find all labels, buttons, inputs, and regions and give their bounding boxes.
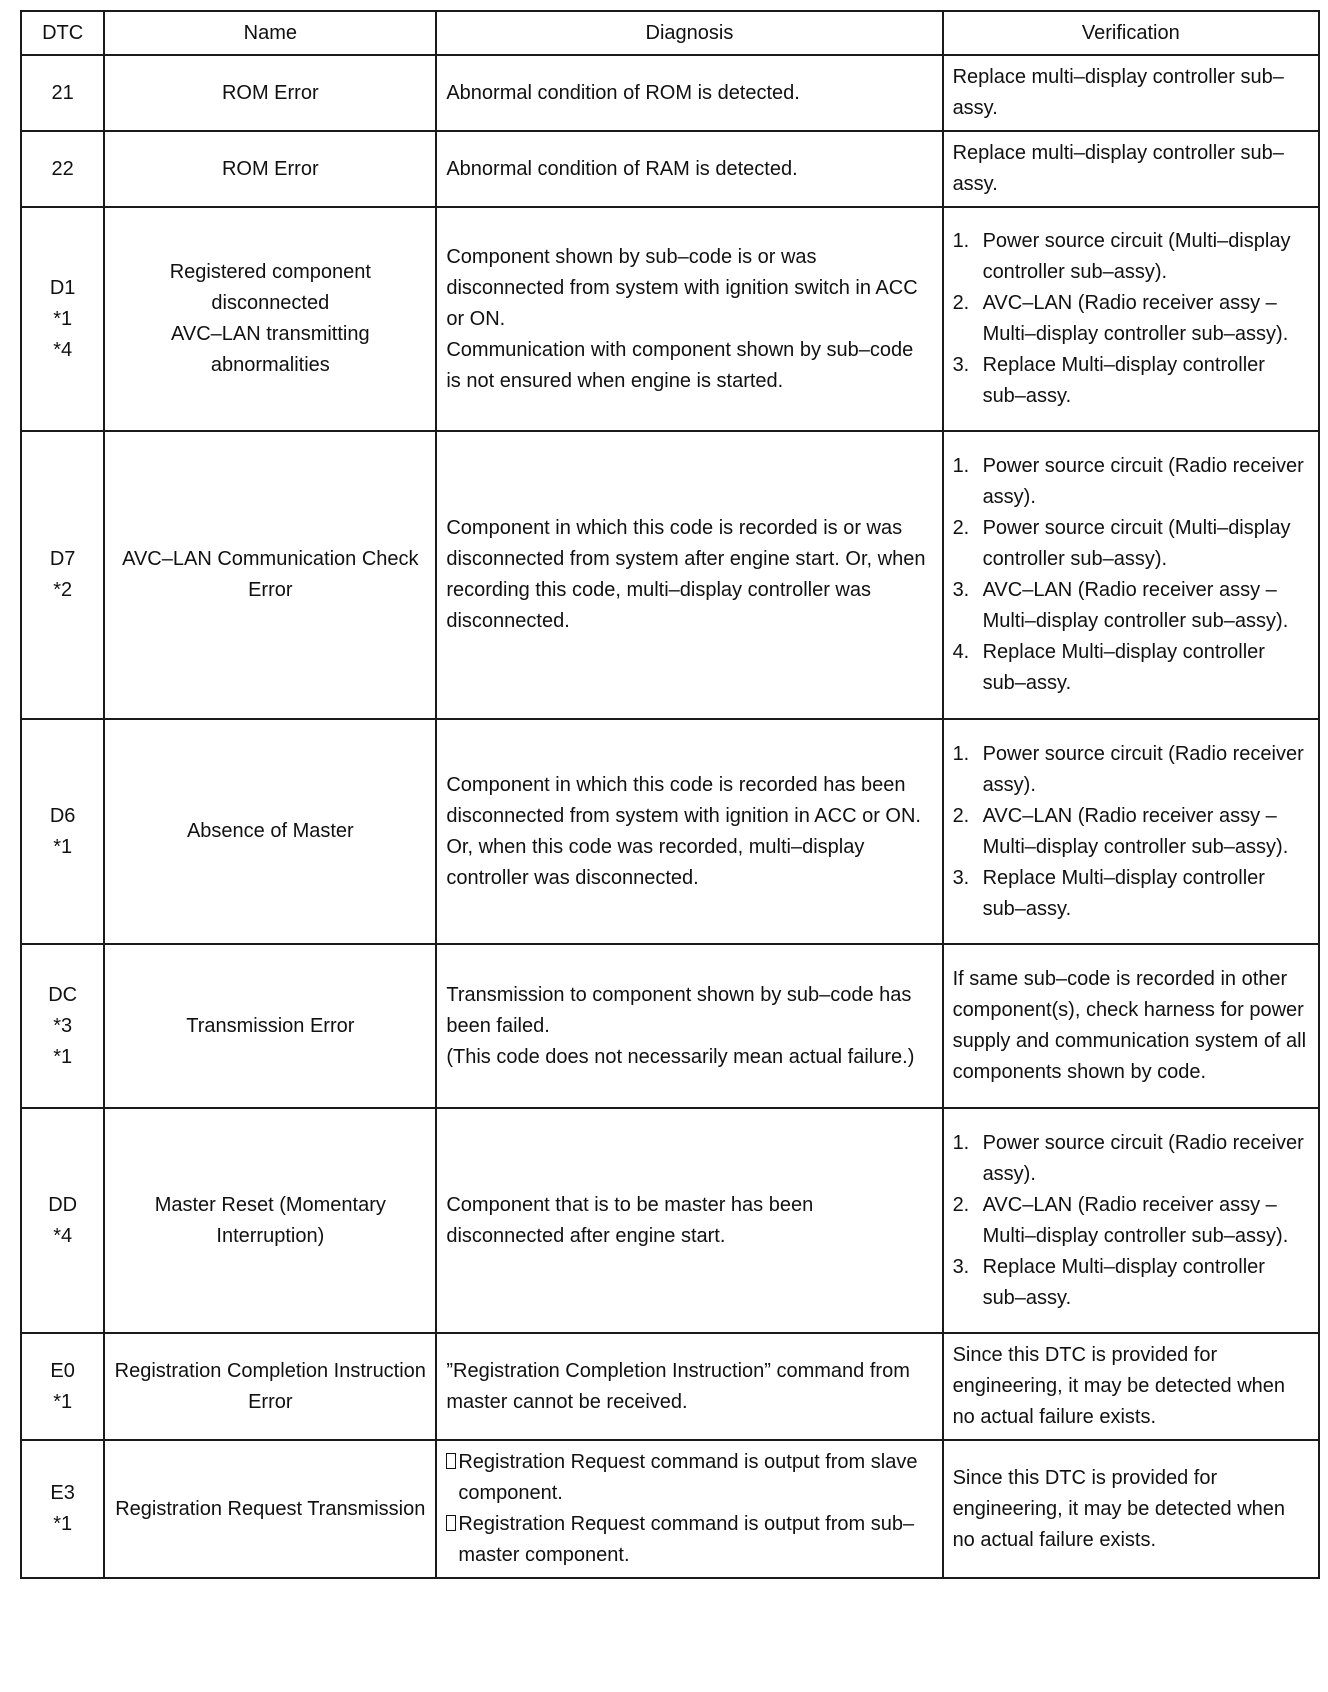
verification-step: [953, 575, 1309, 637]
diagnosis-text: Component that is to be master has been disconnected after engine start.: [446, 1193, 814, 1247]
verification-cell: [943, 719, 1319, 944]
step-text: Power source circuit (Multi–display controller sub–assy).: [982, 517, 1291, 570]
verification-step: [953, 863, 1309, 925]
diagnosis-text: Abnormal condition of RAM is detected.: [446, 157, 798, 180]
step-text: Power source circuit (Radio receiver assy).: [982, 742, 1304, 796]
table-row: [21, 131, 1319, 207]
diagnosis-text: Transmission to component shown by sub–code has been failed.: [446, 983, 912, 1037]
verification-cell: [943, 1440, 1319, 1578]
dtc-cell: [21, 1333, 104, 1440]
verification-step: [953, 1128, 1309, 1190]
verification-cell: [943, 207, 1319, 431]
verification-cell: [943, 944, 1319, 1108]
verification-text: If same sub–code is recorded in other component(s), check harness for power supply and communication system of all components shown by code.: [952, 968, 1307, 1083]
step-number: 3.: [952, 354, 970, 376]
verification-cell: [943, 431, 1319, 719]
verification-cell: [943, 1333, 1319, 1440]
diagnosis-cell: [436, 131, 942, 207]
verification-step: [953, 350, 1309, 412]
step-text: AVC–LAN (Radio receiver assy – Multi–display controller sub–assy).: [982, 579, 1289, 632]
step-number: 1.: [952, 1131, 970, 1154]
dtc-code: *1: [53, 1045, 73, 1068]
table-row: [21, 1333, 1319, 1440]
name-cell: [104, 719, 436, 944]
name-text: ROM Error: [221, 157, 319, 180]
diagnosis-cell: [436, 55, 942, 131]
diagnosis-text: Component shown by sub–code is or was disconnected from system with ignition switch in ACC or ON.: [446, 245, 918, 330]
diagnosis-cell: [436, 207, 942, 431]
verification-cell: [943, 1108, 1319, 1333]
verification-step: [953, 1190, 1309, 1252]
step-number: 1.: [952, 455, 970, 477]
verification-cell: [943, 131, 1319, 207]
verification-step: [953, 226, 1309, 288]
step-number: 2.: [952, 1193, 970, 1216]
dtc-code: D1: [49, 276, 76, 299]
step-number: 2.: [952, 804, 970, 827]
diagnosis-bullet: [446, 1509, 932, 1571]
step-text: AVC–LAN (Radio receiver assy – Multi–display controller sub–assy).: [982, 292, 1289, 345]
table-row: [21, 207, 1319, 431]
dtc-code: *2: [53, 579, 73, 601]
dtc-code: *4: [53, 1224, 73, 1247]
name-text: ROM Error: [221, 81, 319, 104]
verification-text: Replace multi–display controller sub–assy.: [952, 142, 1284, 195]
step-text: Power source circuit (Multi–display controller sub–assy).: [982, 230, 1291, 283]
dtc-cell: [21, 719, 104, 944]
table-row: [21, 431, 1319, 719]
dtc-code: *1: [53, 1390, 73, 1413]
dtc-cell: [21, 1108, 104, 1333]
name-cell: [104, 55, 436, 131]
name-cell: [104, 1108, 436, 1333]
dtc-code: E3: [50, 1482, 75, 1504]
name-text: AVC–LAN Communication Check Error: [122, 548, 419, 601]
name-cell: [104, 944, 436, 1108]
diagnosis-text: ”Registration Completion Instruction” command from master cannot be received.: [446, 1359, 910, 1413]
dtc-cell: [21, 1440, 104, 1578]
verification-steps: [953, 226, 1309, 412]
step-number: 3.: [952, 866, 970, 889]
name-text: Registration Request Transmission: [115, 1497, 426, 1520]
step-number: 2.: [952, 292, 970, 314]
dtc-code: D6: [49, 804, 76, 827]
diagnosis-text: Component in which this code is recorded has been disconnected from system with ignition in ACC or ON. Or, when this code was recorded, multi–display controller was disconnected.: [446, 773, 921, 889]
verification-text: Since this DTC is provided for engineering, it may be detected when no actual failure exists.: [952, 1344, 1286, 1428]
table-body: [21, 55, 1319, 1578]
diagnosis-bullet: [446, 1447, 932, 1509]
step-text: Power source circuit (Radio receiver assy).: [982, 1131, 1304, 1185]
step-number: 3.: [952, 579, 970, 601]
diagnosis-cell: [436, 719, 942, 944]
header-dtc: DTC: [21, 11, 104, 55]
step-text: AVC–LAN (Radio receiver assy – Multi–display controller sub–assy).: [982, 804, 1289, 858]
name-text: Registration Completion Instruction Error: [114, 1359, 426, 1413]
step-text: Power source circuit (Radio receiver assy).: [982, 455, 1304, 508]
dtc-code: DC: [48, 983, 78, 1006]
step-text: Replace Multi–display controller sub–assy.: [982, 641, 1265, 694]
checkbox-icon: [446, 1453, 456, 1469]
dtc-code: *4: [53, 338, 73, 361]
name-cell: [104, 431, 436, 719]
name-cell: [104, 1440, 436, 1578]
dtc-code: 21: [51, 81, 74, 104]
step-number: 1.: [952, 230, 970, 252]
step-number: 4.: [952, 641, 970, 663]
verification-step: [953, 637, 1309, 699]
table-row: [21, 1440, 1319, 1578]
diagnosis-bullet-text: Registration Request command is output from sub–master component.: [458, 1513, 915, 1566]
dtc-code: DD: [48, 1193, 78, 1216]
verification-steps: [953, 739, 1309, 925]
name-text: Transmission Error: [186, 1014, 355, 1037]
verification-text: Since this DTC is provided for engineering, it may be detected when no actual failure exists.: [952, 1466, 1286, 1551]
dtc-code: E0: [50, 1359, 75, 1382]
diagnosis-cell: [436, 1440, 942, 1578]
header-verification: Verification: [943, 11, 1319, 55]
dtc-cell: [21, 944, 104, 1108]
step-number: 2.: [952, 517, 970, 539]
verification-steps: [953, 451, 1309, 699]
diagnosis-cell: [436, 1333, 942, 1440]
step-number: 1.: [952, 742, 970, 765]
diagnosis-cell: [436, 944, 942, 1108]
dtc-cell: [21, 55, 104, 131]
name-text: AVC–LAN transmitting abnormalities: [171, 323, 370, 376]
step-text: AVC–LAN (Radio receiver assy – Multi–display controller sub–assy).: [982, 1193, 1289, 1247]
step-text: Replace Multi–display controller sub–assy.: [982, 1255, 1265, 1309]
step-number: 3.: [952, 1255, 970, 1278]
verification-text: Replace multi–display controller sub–assy.: [952, 66, 1284, 119]
dtc-cell: [21, 431, 104, 719]
diagnosis-text: Communication with component shown by sub–code is not ensured when engine is started.: [446, 338, 914, 392]
verification-cell: [943, 55, 1319, 131]
name-cell: [104, 131, 436, 207]
dtc-cell: [21, 131, 104, 207]
dtc-code: D7: [49, 548, 76, 570]
header-row: [21, 11, 1319, 55]
step-text: Replace Multi–display controller sub–assy.: [982, 866, 1265, 920]
dtc-cell: [21, 207, 104, 431]
diagnosis-text: (This code does not necessarily mean actual failure.): [446, 1045, 915, 1068]
verification-step: [953, 451, 1309, 513]
verification-step: [953, 801, 1309, 863]
dtc-code: *1: [53, 1513, 73, 1535]
diagnosis-text: Component in which this code is recorded is or was disconnected from system after engine start. Or, when recording this code, multi–display controller was disconnected.: [446, 517, 926, 632]
name-text: Master Reset (Momentary Interruption): [154, 1193, 386, 1247]
diagnosis-cell: [436, 1108, 942, 1333]
header-name: Name: [104, 11, 436, 55]
name-text: Registered component disconnected: [169, 261, 371, 314]
table-row: [21, 55, 1319, 131]
checkbox-icon: [446, 1515, 456, 1531]
step-text: Replace Multi–display controller sub–assy.: [982, 354, 1265, 407]
table-row: [21, 944, 1319, 1108]
name-cell: [104, 1333, 436, 1440]
verification-steps: [953, 1128, 1309, 1314]
dtc-table: [20, 10, 1320, 1579]
dtc-code: *1: [53, 307, 73, 330]
dtc-code: *1: [53, 835, 73, 858]
verification-step: [953, 513, 1309, 575]
diagnosis-cell: [436, 431, 942, 719]
diagnosis-bullet-text: Registration Request command is output from slave component.: [458, 1451, 918, 1504]
verification-step: [953, 1252, 1309, 1314]
dtc-code: *3: [53, 1014, 73, 1037]
name-cell: [104, 207, 436, 431]
header-diagnosis: Diagnosis: [436, 11, 942, 55]
table-row: [21, 1108, 1319, 1333]
verification-step: [953, 288, 1309, 350]
name-text: Absence of Master: [186, 820, 354, 842]
table-row: [21, 719, 1319, 944]
verification-step: [953, 739, 1309, 801]
dtc-code: 22: [51, 157, 74, 180]
diagnosis-text: Abnormal condition of ROM is detected.: [446, 81, 800, 104]
